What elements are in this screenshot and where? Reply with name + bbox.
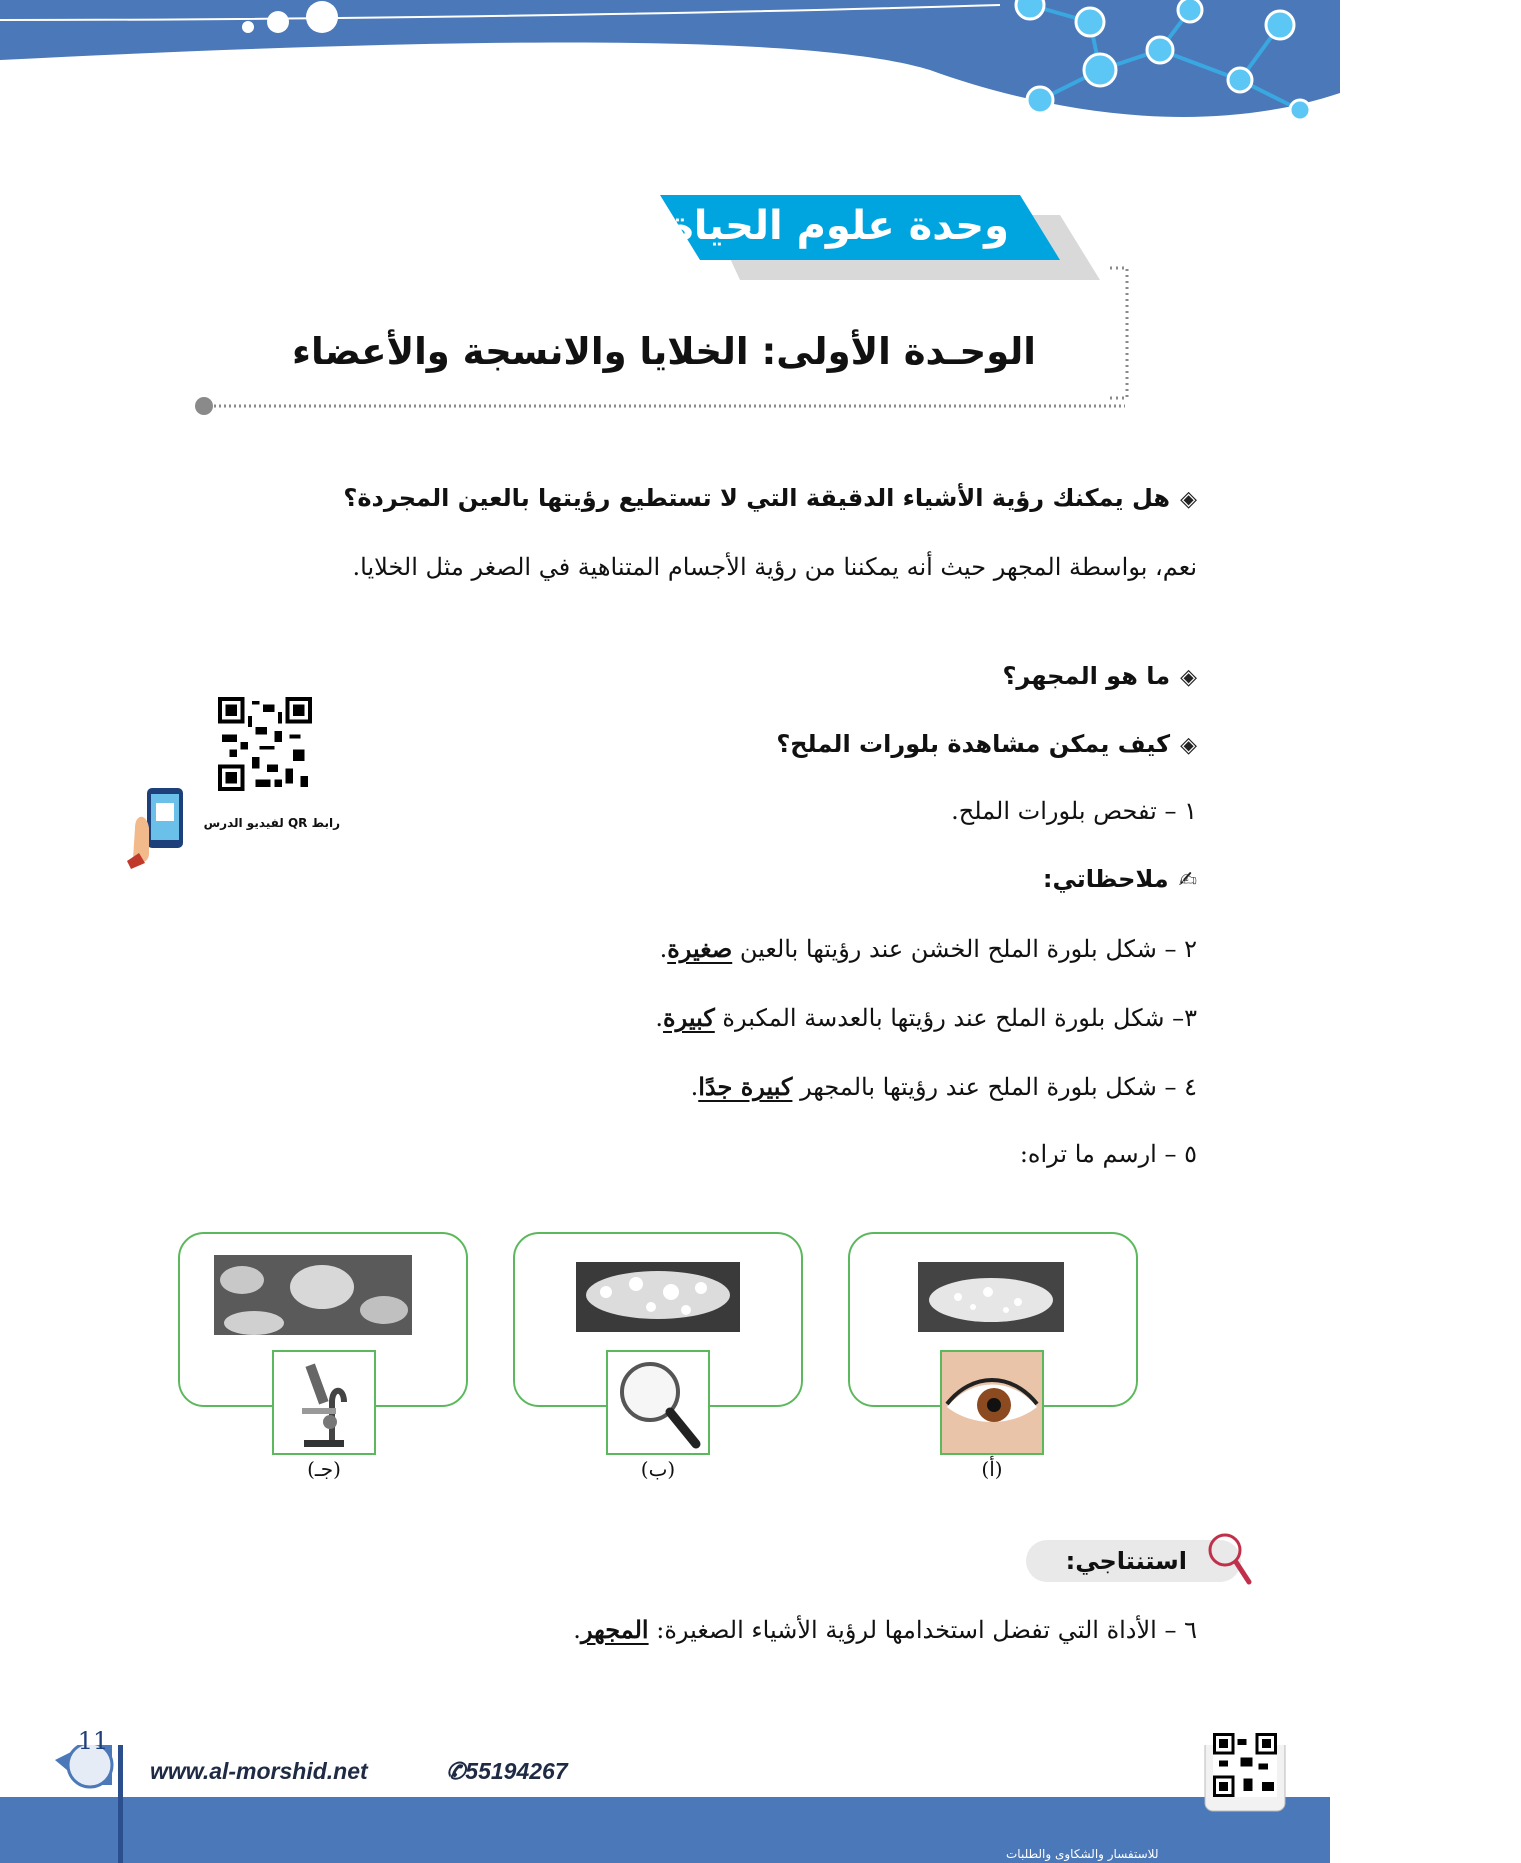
answer-1: نعم، بواسطة المجهر حيث أنه يمكننا من رؤية الأجسام المتناهية في الصغر مثل الخلايا.: [352, 553, 1197, 581]
unit-banner-title: وحدة علوم الحياة: [670, 203, 1009, 249]
question-3: ◈كيف يمكن مشاهدة بلورات الملح؟: [776, 730, 1197, 758]
footer-url[interactable]: www.al-morshid.net: [150, 1758, 368, 1784]
observation-3: ٣– شكل بلورة الملح عند رؤيتها بالعدسة المكبرة كبيرة.: [655, 1003, 1197, 1032]
footer-phone: ✆55194267: [446, 1758, 568, 1784]
eye-icon: [942, 1352, 1042, 1453]
conclusion-heading: استنتاجي:: [1065, 1547, 1187, 1575]
diamond-icon: ◈: [1180, 733, 1197, 758]
figure-c-label: (جـ): [307, 1457, 341, 1481]
footer-qr-code[interactable]: [1213, 1733, 1277, 1797]
page-number: 11: [77, 1727, 109, 1755]
chapter-title: الوحـدة الأولى: الخلايا والانسجة والأعضاء: [292, 330, 1036, 373]
observation-4: ٤ – شكل بلورة الملح عند رؤيتها بالمجهر كبيرة جدًا.: [690, 1072, 1197, 1101]
conclusion-text: ٦ – الأداة التي تفضل استخدامها لرؤية الأشياء الصغيرة: المجهر.: [573, 1615, 1197, 1644]
qr-code[interactable]: [218, 697, 312, 791]
step-1: ١ – تفحص بلورات الملح.: [951, 797, 1197, 825]
microscope-box: [272, 1350, 376, 1455]
salt-crystals-large: [214, 1255, 412, 1335]
magnifier-box: [606, 1350, 710, 1455]
search-icon: [1205, 1530, 1253, 1588]
pencil-icon: ✍: [1178, 868, 1197, 893]
phone-hand-icon: [125, 783, 195, 869]
observation-2: ٢ – شكل بلورة الملح الخشن عند رؤيتها بالعين صغيرة.: [659, 934, 1197, 963]
header-band: [0, 0, 1521, 140]
footer-note: للاستفسار والشكاوى والطلبات: [1006, 1847, 1159, 1861]
question-1: ◈هل يمكنك رؤية الأشياء الدقيقة التي لا تستطيع رؤيتها بالعين المجردة؟: [343, 484, 1197, 512]
qr-caption: رابط QR لفيديو الدرس: [203, 816, 340, 830]
diamond-icon: ◈: [1180, 487, 1197, 512]
step-5: ٥ – ارسم ما تراه:: [1019, 1140, 1197, 1168]
salt-crystals-small: [918, 1262, 1064, 1332]
magnifier-icon: [608, 1352, 708, 1453]
salt-crystals-medium: [576, 1262, 740, 1332]
figure-a-label: (أ): [981, 1457, 1003, 1481]
diamond-icon: ◈: [1180, 665, 1197, 690]
figure-b-label: (ب): [640, 1457, 676, 1481]
microscope-icon: [274, 1352, 374, 1453]
notes-heading: ✍ملاحظاتي:: [1042, 865, 1197, 893]
eye-box: [940, 1350, 1044, 1455]
question-2: ◈ما هو المجهر؟: [1002, 662, 1197, 690]
phone-icon: ✆: [446, 1758, 466, 1784]
